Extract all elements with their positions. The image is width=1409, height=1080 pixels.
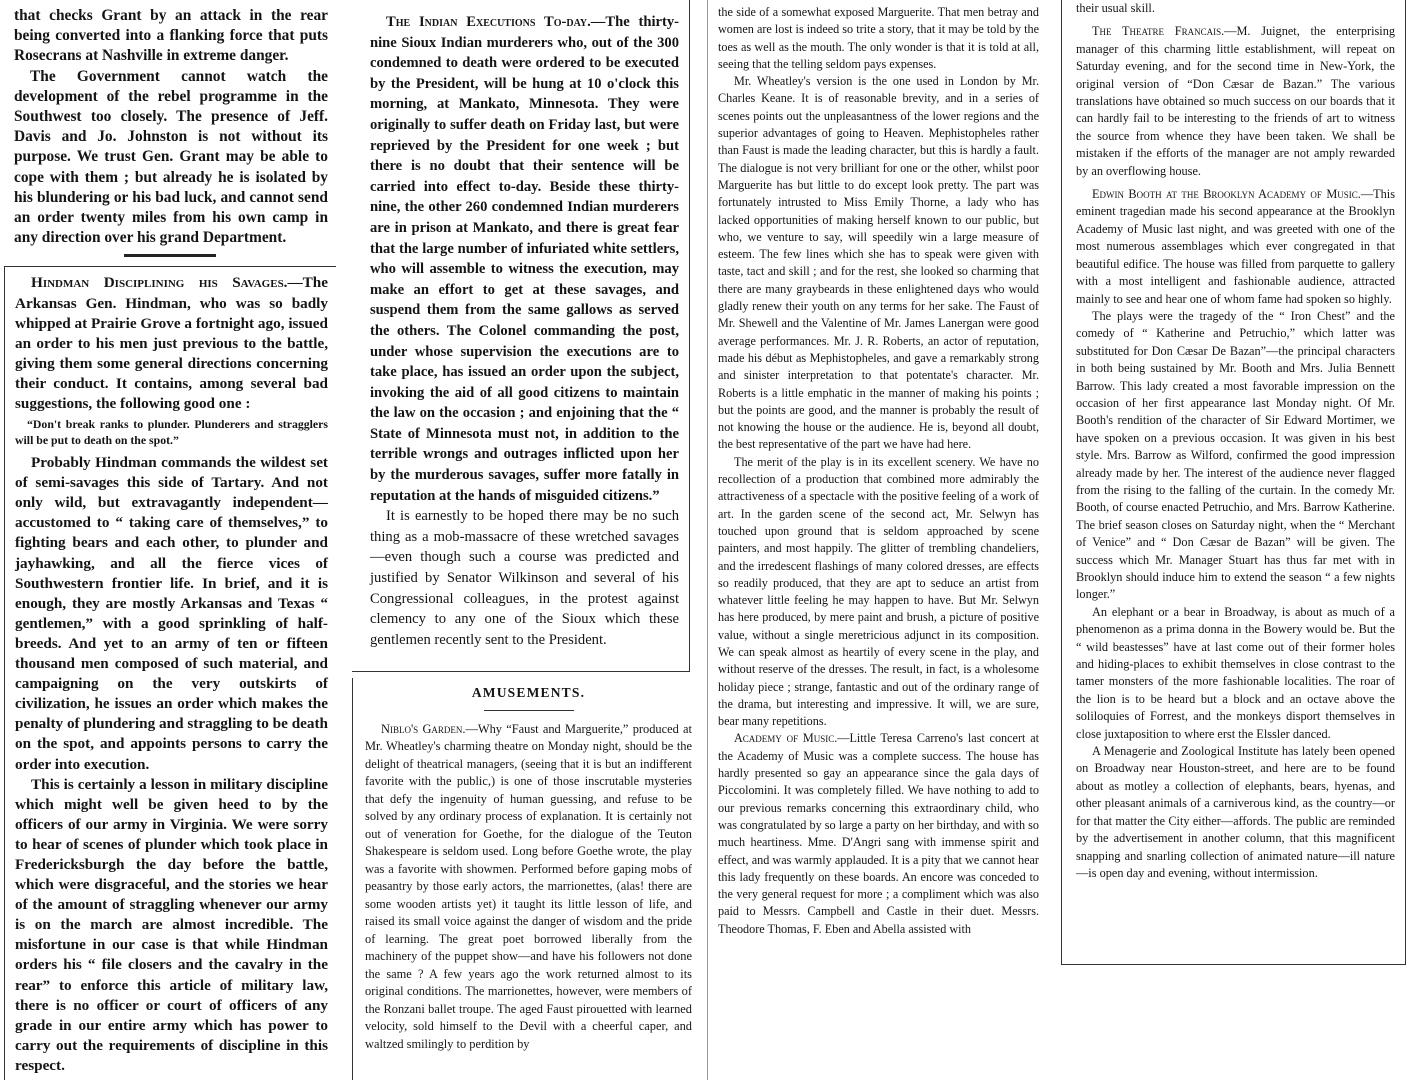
paragraph: The plays were the tragedy of the “ Iron Chest” and the comedy of “ Katherine and Petruchio,” which latter was substituted for Don Cæsar De Bazan”—the principal characters in both being sustained by Mr. Booth and Mrs. Julia Bennett Barrow. This lady created a most favorable impression on the occasion of her first appearance last Monday night. Of Mr. Booth's rendition of the character of Sir Edward Mortimer, we have spoken on a previous occasion. It was given in his best style. Mrs. Barrow as Wilford, confirmed the good impression already made by her. The interest of the audience never flagged from the rising to the falling of the curtain. In the comedy Mr. Booth, of course enacted Petruchio, and Mrs. Barrow Katherine. The brief season closes on Saturday night, when the “ Merchant of Venice” and “ Don Cæsar de Bazan” will be given. The success which Mr. Manager Stuart has thus far met with in Brooklyn should induce him to extend the season “ a few nights longer.”: [1076, 308, 1395, 602]
amusements-section: [352, 678, 700, 1080]
paragraph: An elephant or a bear in Broadway, is about as much of a phenomenon as a prima donna in the Bowery would be. But the “ wild beastesses” have at last come out of their former holes and hiding-places to exhibit themselves in close contrast to the tamer monsters of the more fashionable localities. The roar of the lion is to be heard but a block and an octave above the soliloquies of Forrest, and the monkeys disport themselves in close juxtaposition to where erst the Elssler danced.: [1076, 604, 1395, 741]
paragraph: This is certainly a lesson in military discipline which might well be given heed to by the officers of our army in Virginia. We were sorry to hear of scenes of plunder which took place in Fredericksburgh the day before the battle, which were disgraceful, and the stories we hear of the amount of straggling whenever our army is on the march are almost incredible. The misfortune in our case is that while Hindman orders his “ file closers and the cavalry in the rear” to enforce this article of military law, there is no officer or court of officers of any grade in our entire army which has power to carry out the requirements of discipline in this respect.: [15, 775, 328, 1074]
paragraph: The Government cannot watch the development of the rebel programme in the Southwest too closely. The presence of Jeff. Davis and Jo. Johnston is not without its purpose. We trust Gen. Grant may be able to cope with them ; but already he is isolated by his blundering or his bad luck, and cannot send an order twenty miles from his own camp in any direction over his grand Department.: [14, 67, 328, 247]
article-heading: The Indian Executions To-day.: [386, 14, 591, 30]
article-heading: Edwin Booth at the Brooklyn Academy of Music.: [1092, 187, 1361, 202]
paragraph: the side of a somewhat exposed Marguerite. That men betray and women are lost is indeed so trite a story, that it may be told by the toes as well as the mouth. The only wonder is that it is told at all, seeing that the telling seldom pays expenses.: [718, 5, 1039, 71]
column-1: [4, 0, 336, 1080]
section-divider: [4, 250, 336, 262]
paragraph: A Menagerie and Zoological Institute has lately been opened on Broadway near Houston-street, and here are to be found about as motley a collection of elephants, bears, hyenas, and other pleasant animals of a carniverous kind, as the country—or for that matter the City either—affords. The public are reminded by the advertisement in another column, that this magnificent snapping and snarling collection of animated nature—ill nature—is open day and evening, without intermission.: [1076, 744, 1395, 880]
column-3: [707, 0, 1047, 1080]
quotation: “Don't break ranks to plunder. Plunderers and stragglers will be put to death on the spot.”: [15, 417, 328, 448]
article-heading: Academy of Music.: [734, 731, 838, 746]
indian-executions-article: [352, 0, 690, 672]
paragraph: their usual skill.: [1076, 1, 1155, 15]
column-4: [1061, 0, 1406, 965]
hindman-article: [4, 266, 336, 1080]
paragraph: that checks Grant by an attack in the rear being converted into a flanking force that puts Rosecrans at Nashville in extreme danger.: [14, 7, 328, 65]
intro-section: [4, 0, 336, 248]
paragraph: —Little Teresa Carreno's last concert at the Academy of Music was a complete success. The house has hardly presented so gay an appearance since the gala days of Piccolomini. It was completely filled. We have nothing to add to our previous remarks concerning this extraordinary child, who was congratulated by so large a party on her birthday, and with so much heartiness. Mme. D'Angri sang with immense spirit and effect, and was warmly applauded. It is a pity that we cannot hear this lady frequently on these boards. An encore was conceded to the very general request for more ; a compliment which was also paid to Messrs. Campbell and Castle in their duet. Messrs. Theodore Thomas, F. Eben and Abella assisted with: [718, 731, 1039, 936]
article-heading: Hindman Disciplining his Savages.: [31, 274, 288, 292]
paragraph: —The thirty-nine Sioux Indian murderers who, out of the 300 condemned to death were ordered to be executed by the President, will be hung at 10 o'clock this morning, at Mankato, Minnesota. They were originally to suffer death on Friday last, but were reprieved by the President for one week ; but there is no doubt that their sentence will be carried into effect to-day. Beside these thirty-nine, the other 260 condemned Indian murderers are in prison at Mankato, and there is great fear that the large number of infuriated white settlers, who will assemble to witness the execution, may make an effort to get at these savages, and suspend them from the same gallows as served the others. The Colonel commanding the post, under whose supervision the executions are to take place, has issued an order upon the subject, invoking the aid of all good citizens to maintain the law on the occasion ; and enjoining that the “ State of Minnesota must not, in addition to the terrible wrongs and outrages inflicted upon her by the murderous savages, suffer more fatally in reputation at the hands of misguided citizens.”: [370, 14, 679, 504]
paragraph: It is earnestly to be hoped there may be no such thing as a mob-massacre of these wretched savages—even though such a course was predicted and justified by Senator Wilkinson and several of his Congressional colleagues, in the protest against clemency to any one of the Sioux which these gentlemen recently sent to the President.: [370, 508, 679, 648]
paragraph: —The Arkansas Gen. Hindman, who was so badly whipped at Prairie Grove a fortnight ago, issued an order to his men just previous to the battle, giving them some general directions concerning their conduct. It contains, among several bad suggestions, the following good one :: [15, 274, 328, 412]
article-heading: The Theatre Francais.: [1092, 24, 1225, 39]
title-rule: [484, 710, 574, 711]
paragraph: Probably Hindman commands the wildest set of semi-savages this side of Tartary. And not only wild, but extravagantly independent—accustomed to “ taking care of themselves,” to fighting bears and each other, to plunder and jayhawking, and all the fierce vices of Southwestern frontier life. In brief, and it is enough, they are mostly Arkansas and Texas “ gentlemen,” with a good sprinkling of half-breeds. And yet to an army of ten or fifteen thousand men composed of such material, and campaigning on the very outskirts of civilization, he issues an order which makes the penalty of plundering and straggling to be death on the spot, and appoints persons to carry the order into execution.: [15, 454, 328, 773]
paragraph: —This eminent tragedian made his second appearance at the Brooklyn Academy of Music last night, and was greeted with one of the most numerous assemblages which ever congregated in that beautiful edifice. The house was filled from parquette to gallery with a most intelligent and fashionable audience, attracted mainly to see and hear one of whom fame had spoken so highly.: [1076, 187, 1395, 306]
section-title: AMUSEMENTS.: [471, 685, 586, 700]
paragraph: The merit of the play is in its excellent scenery. We have no recollection of a production that combined more admirably the attractiveness of a spectacle with the positive feeling of a work of art. In the garden scene of the second act, Mr. Selwyn has touched upon ground that is seldom approached by scene painters, and most happily. The glitter of trembling chandeliers, and the irredescent flashings of many colored dresses, are effects so readily produced, that they are apt to seduce an artist from whatever little feeling he may happen to have. But Mr. Selwyn has here produced, by mere paint and brush, a picture of positive value, without a single meretricious adjunct in its composition. We can speak almost as heartily of every scene in the play, and without reserve of the dresses. The result, in fact, is a wholesome holiday piece ; strange, fantastic and out of the ordinary range of the drama, but interesting and impressive. It will, we are sure, bear many repetitions.: [718, 454, 1039, 729]
article-heading: Niblo's Garden.: [381, 721, 466, 736]
paragraph: —M. Juignet, the enterprising manager of this charming little establishment, will repeat on Saturday evening, and for the second time in New-York, the original version of “Don Cæsar de Bazan.” The various translations have obtained so much success on our boards that it can hardly fail to be interesting to the friends of art to witness the source from whence they have been taken. We shall be mistaken if the efforts of the manager are not amply rewarded by an overflowing house.: [1076, 24, 1395, 178]
paragraph: —Why “Faust and Marguerite,” produced at Mr. Wheatley's charming theatre on Monday night, should be the delight of theatrical managers, (seeing that it is but an indifferent favorite with the public,) is one of those inscrutable mysteries that defy the ingenuity of human guessing, and refuse to be solved by any ordinary process of explanation. It is certainly not out of veneration for Goethe, for the dialogue of the Teuton Shakespeare is seldom used. Long before Goethe wrote, the play was a favorite with showmen. Performed before gaping mobs of peasantry by those early actors, the marrionettes, (alas! there are some wooden artists yet) it taught its little lesson of life, and raised its small voice against the danger of wisdom and the pride of learning. The great poet borrowed liberally from the machinery of the puppet show—and have his followers not done the same ? A few years ago the work returned almost to its original conditions. The marrionettes, however, were members of the Ronzani ballet troupe. The aged Faust pirouetted with learned velocity, sold himself to the Devil with a cheerful caper, and waltzed smilingly to perdition by: [365, 721, 692, 1051]
paragraph: Mr. Wheatley's version is the one used in London by Mr. Charles Keane. It is of reasonable brevity, and in a series of scenes points out the unpleasantness of the lower regions and the superior advantages of going to Heaven. Mephistopheles rather than Faust is made the leading character, but this is hardly a fault. The dialogue is not very brilliant for one or the other, whilst poor Marguerite has but little to do except look pretty. The part was fortunately intrusted to Miss Emily Thorne, a lady who has lacked opportunities of making herself known to our public, but who, we venture to say, will speedily win a large measure of esteem. The few lines which she has to speak were given with taste, tact and skill ; and for the rest, she looked so charming that there are many graybeards in these enlightened days who would gladly renew their youth on any terms for her sake. The Faust of Mr. Shewell and the Valentine of Mr. James Lanergan were good average performances. Mr. J. R. Roberts, an actor of reputation, made his début as Mephistopheles, and gave a remarkably strong and sinister interpretation to that potentate's character. Mr. Roberts is a little emphatic in the manner of making his points ; but the points are good, and the manner is probably the result of not knowing the house or the audience. He is, beyond all doubt, the best representative of the part we have had here.: [718, 74, 1039, 452]
